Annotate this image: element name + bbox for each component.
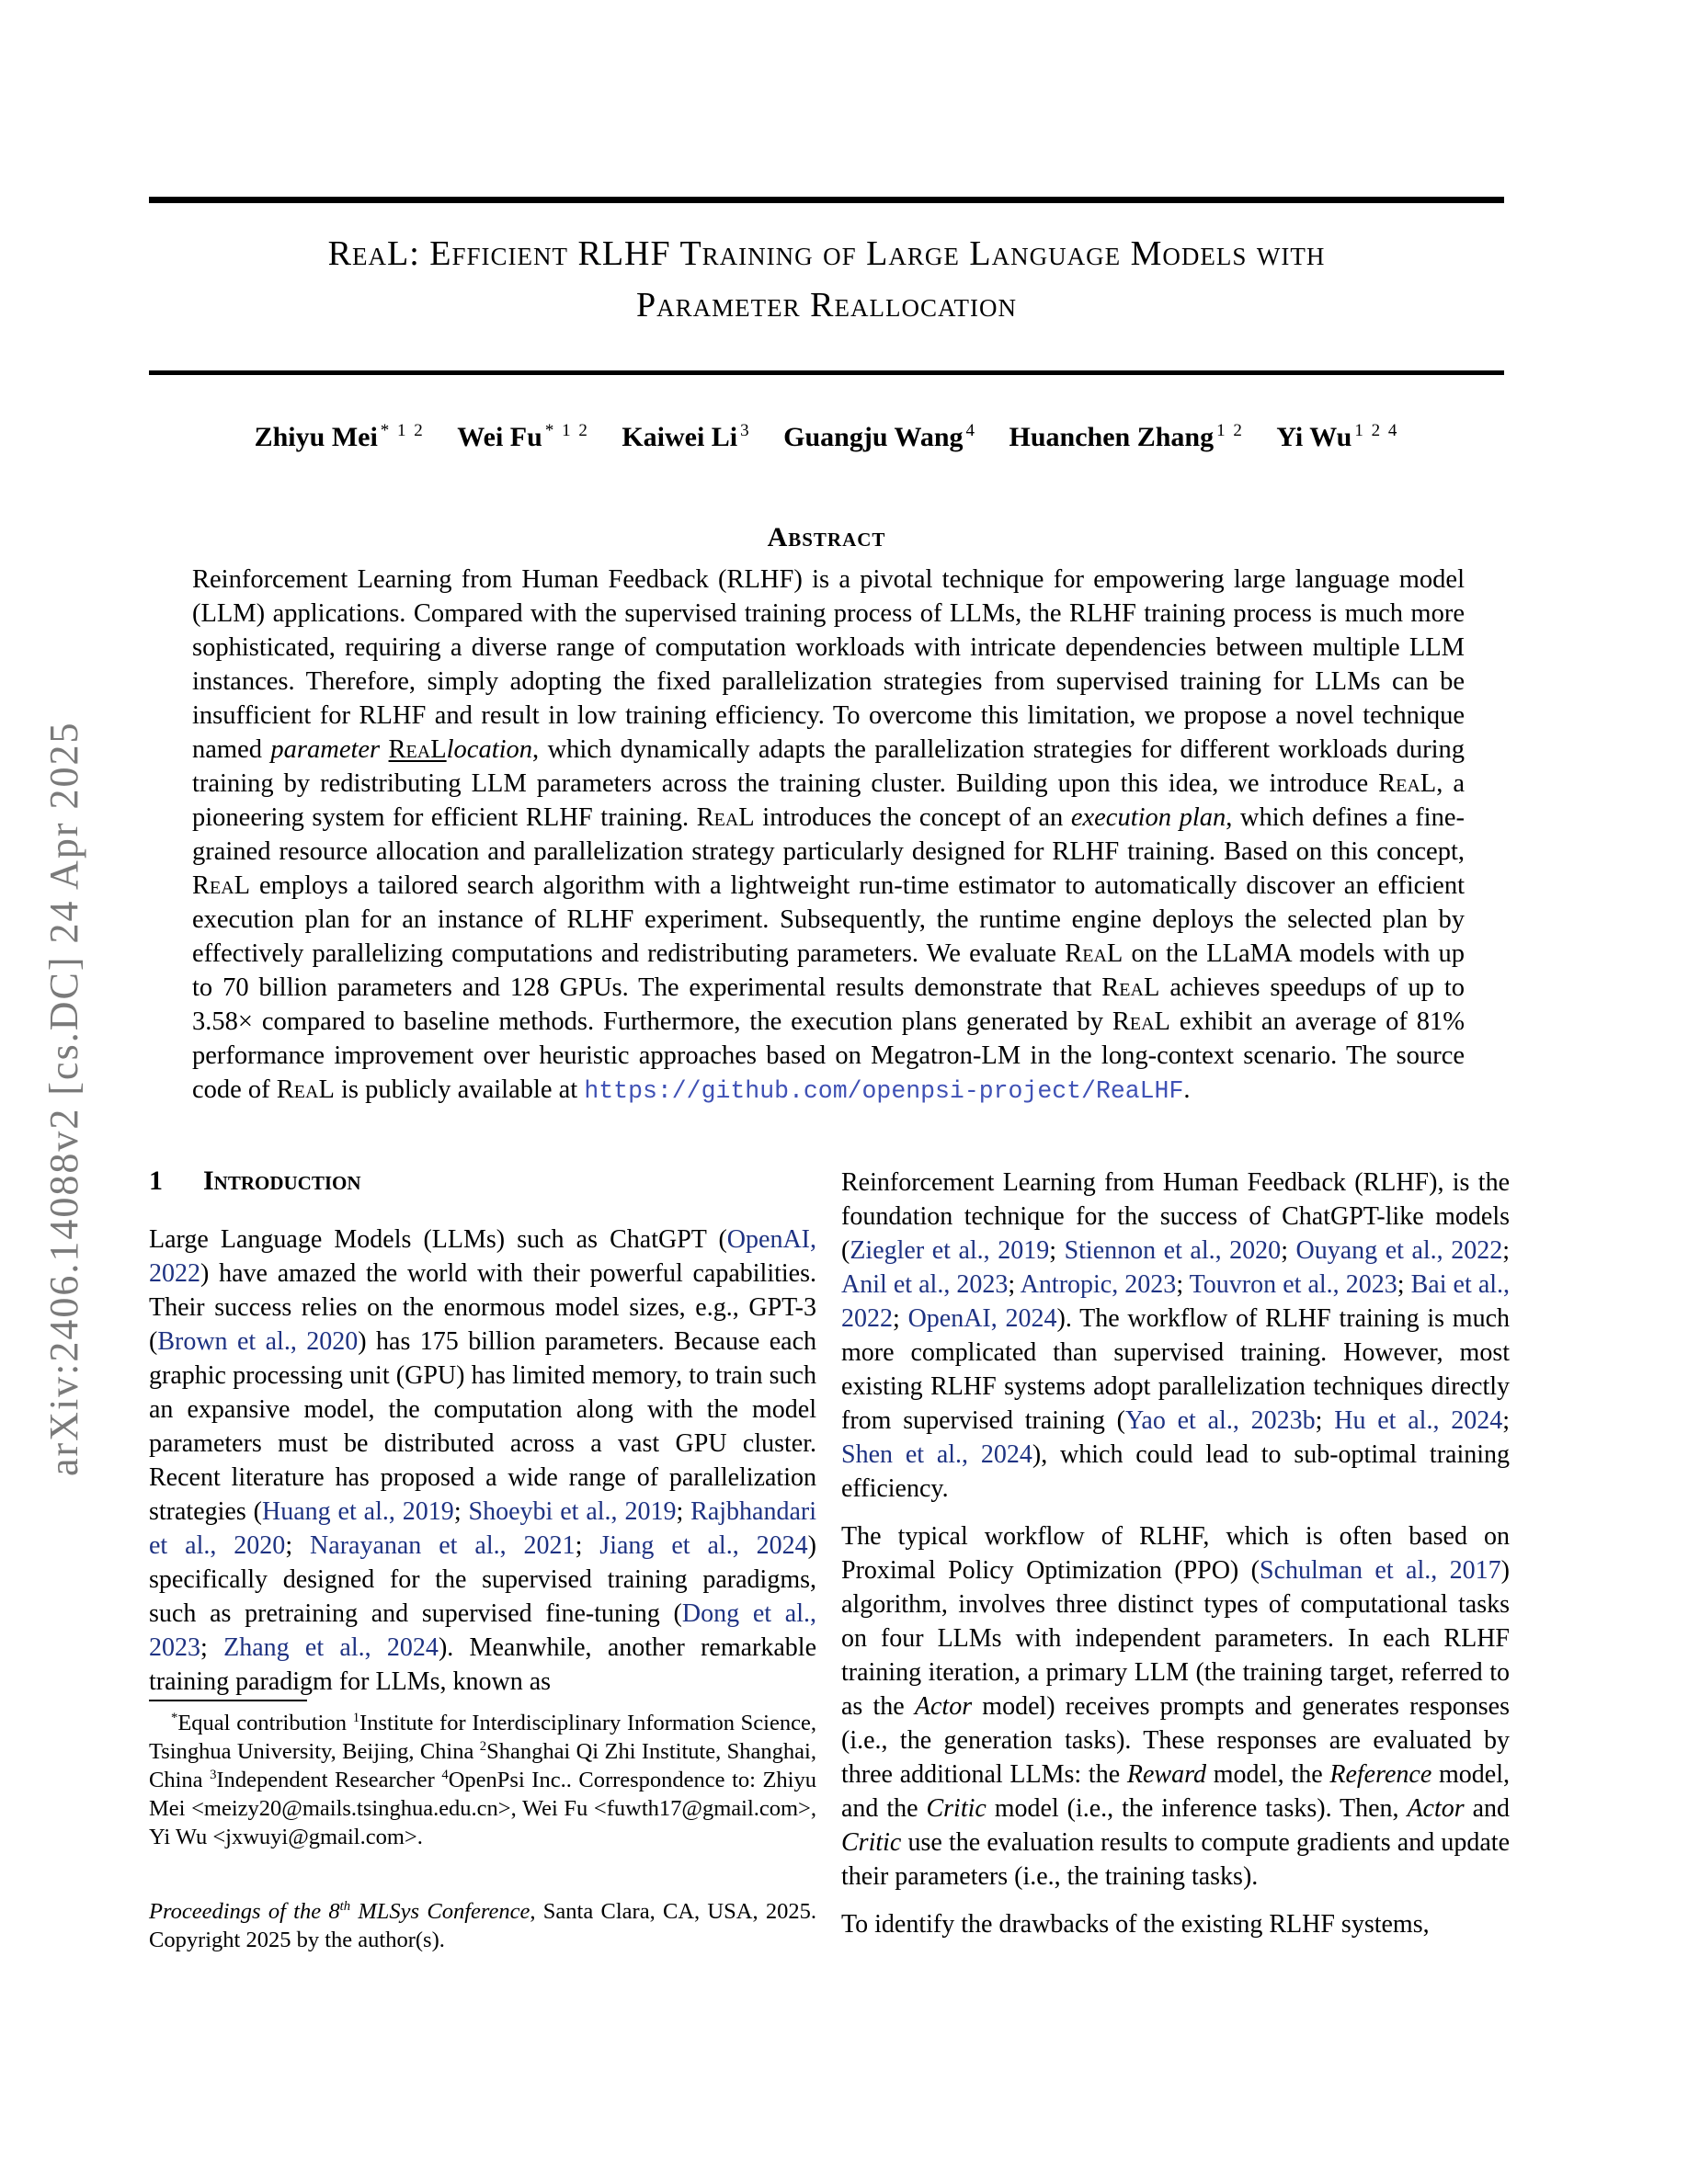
- author-guangju-wang: [783, 422, 976, 452]
- text-run: model (i.e., the inference tasks). Then,: [986, 1794, 1408, 1823]
- text-run: 2: [479, 1738, 487, 1754]
- proceedings-notice: [149, 1897, 816, 1954]
- author-name: Wei Fu: [457, 422, 542, 452]
- text-run: ;: [575, 1531, 600, 1560]
- text-run: 4: [441, 1767, 449, 1782]
- text-run: , which defines a fine-grained resource allocation and parallelization strategy particularly designed for RLHF training. Based on this concept,: [192, 803, 1465, 866]
- text-run: , which dynamically adapts the parallelization strategies for different workloads during training by redistributing LLM parameters across the training cluster. Building upon this idea, we introduce: [192, 735, 1466, 798]
- author-zhiyu-mei: [255, 422, 425, 452]
- text-run: Institute for Interdisciplinary Information Science, Tsinghua University, Beijing, China: [149, 1711, 816, 1764]
- text-run: use the evaluation results to compute gradients and update their parameters (i.e., the training tasks).: [841, 1828, 1510, 1891]
- author-kaiwei-li: [622, 422, 750, 452]
- text-run: The typical workflow of RLHF, which is often based on Proximal Policy Optimization (PPO) (: [841, 1522, 1510, 1585]
- text-run: To identify the drawbacks of the existing RLHF systems,: [841, 1910, 1430, 1939]
- text-run: ;: [1502, 1406, 1511, 1435]
- text-run: Large Language Models (LLMs) such as ChatGPT (: [149, 1225, 727, 1254]
- citation-link[interactable]: Touvron et al., 2023: [1189, 1270, 1397, 1299]
- text-run: ;: [1008, 1270, 1021, 1299]
- text-run: ;: [200, 1633, 224, 1662]
- paper-title-line-1: ReaL: Efficient RLHF Training of Large Language Models with: [327, 234, 1326, 273]
- text-run: model) receives prompts and generates responses (i.e., the generation tasks). These responses are evaluated by three additional LLMs: the: [841, 1692, 1510, 1789]
- author-affiliation-marks: 1 2 4: [1354, 421, 1399, 440]
- text-run: Reward: [1126, 1760, 1206, 1789]
- citation-link[interactable]: Jiang et al., 2024: [599, 1531, 808, 1560]
- text-run: Critic: [926, 1794, 987, 1823]
- citation-link[interactable]: Brown et al., 2020: [157, 1327, 359, 1356]
- text-run: OpenPsi Inc.. Correspondence to: Zhiyu Mei <meizy20@mails.tsinghua.edu.cn>, Wei Fu <fuwth17@gmail.com>, Yi Wu <jxwuyi@gmail.com>.: [149, 1768, 816, 1849]
- citation-link[interactable]: OpenAI, 2024: [907, 1304, 1057, 1333]
- citation-link[interactable]: Schulman et al., 2017: [1260, 1556, 1501, 1585]
- text-run: Actor: [914, 1692, 973, 1721]
- paper-title-line-2: Parameter Reallocation: [636, 286, 1017, 324]
- arxiv-watermark: arXiv:2406.14088v2 [cs.DC] 24 Apr 2025: [41, 721, 86, 1477]
- text-run: *: [171, 1710, 178, 1725]
- citation-link[interactable]: Shen et al., 2024: [841, 1440, 1032, 1469]
- author-affiliation-marks: 1 2: [1216, 421, 1244, 440]
- citation-link[interactable]: Antropic, 2023: [1020, 1270, 1177, 1299]
- author-name: Yi Wu: [1276, 422, 1352, 452]
- section-heading-introduction: [149, 1166, 816, 1197]
- text-run: ;: [1397, 1270, 1411, 1299]
- text-run: execution plan: [1070, 803, 1226, 832]
- citation-link[interactable]: Anil et al., 2023: [841, 1270, 1009, 1299]
- abstract-heading: Abstract: [767, 522, 886, 552]
- author-affiliation-marks: 3: [740, 421, 751, 440]
- text-run: ;: [1502, 1236, 1510, 1265]
- citation-link[interactable]: Yao et al., 2023b: [1124, 1406, 1316, 1435]
- text-run: exhibit an average of 81% performance improvement over heuristic approaches based on Megatron-LM in the long-context scenario. The source code of: [192, 1007, 1466, 1104]
- text-run: ReaL: [1378, 769, 1437, 798]
- text-run: Critic: [841, 1828, 902, 1857]
- text-run: introduces the concept of an: [754, 803, 1071, 832]
- text-run: ;: [1315, 1406, 1335, 1435]
- text-run: location: [446, 735, 533, 764]
- right-column: [841, 1166, 1510, 1955]
- text-run: ) algorithm, involves three distinct types of computational tasks on four LLMs with independent parameters. In each RLHF training iteration, a primary LLM (the training target, referred to as the: [841, 1556, 1510, 1721]
- footnote: [149, 1709, 816, 1851]
- text-run: ;: [453, 1497, 469, 1526]
- intro-paragraph-1: [149, 1223, 816, 1699]
- citation-link[interactable]: Rajbhandari et al., 2020: [149, 1497, 817, 1560]
- text-run: and: [1464, 1794, 1510, 1823]
- text-run: ). The workflow of RLHF training is much more complicated than supervised training. However, most existing RLHF systems adopt parallelization techniques directly from supervised training (: [841, 1304, 1511, 1435]
- title-rule-top: [149, 197, 1504, 203]
- citation-link[interactable]: Bai et al., 2022: [841, 1270, 1511, 1333]
- text-run: model, the: [1205, 1760, 1330, 1789]
- text-run: ;: [893, 1304, 908, 1333]
- text-run: model, and the: [841, 1760, 1510, 1823]
- paper-title: [149, 228, 1504, 331]
- text-run: Shanghai Qi Zhi Institute, Shanghai, China: [149, 1739, 816, 1792]
- citation-link[interactable]: Zhang et al., 2024: [223, 1633, 439, 1662]
- text-run: , a pioneering system for efficient RLHF training.: [192, 769, 1465, 832]
- text-run: ;: [1281, 1236, 1296, 1265]
- author-huanchen-zhang: [1009, 422, 1244, 452]
- text-run: 1: [352, 1710, 360, 1725]
- text-run: ReaL: [1101, 973, 1160, 1002]
- citation-link[interactable]: Stiennon et al., 2020: [1064, 1236, 1282, 1265]
- text-run: ;: [676, 1497, 691, 1526]
- author-affiliation-marks: * 1 2: [380, 421, 425, 440]
- text-run: ReaL: [696, 803, 755, 832]
- text-run: [380, 735, 388, 764]
- abstract-text: [192, 563, 1465, 1109]
- text-run: Reinforcement Learning from Human Feedback (RLHF), is the foundation technique for the success of ChatGPT-like models (: [841, 1168, 1510, 1265]
- text-run: , Santa Clara, CA, USA, 2025. Copyright 2025 by the author(s).: [149, 1899, 816, 1952]
- text-run: Equal contribution: [177, 1711, 353, 1735]
- author-wei-fu: [457, 422, 589, 452]
- text-run: 3: [210, 1767, 217, 1782]
- citation-link[interactable]: Ziegler et al., 2019: [850, 1236, 1050, 1265]
- text-run: parameter: [270, 735, 381, 764]
- text-run: on the LLaMA models with up to 70 billion parameters and 128 GPUs. The experimental results demonstrate that: [192, 939, 1465, 1002]
- author-name: Zhiyu Mei: [254, 422, 378, 452]
- citation-link[interactable]: Shoeybi et al., 2019: [468, 1497, 677, 1526]
- text-run: Proceedings of the 8: [149, 1899, 340, 1924]
- section-number: 1: [149, 1166, 163, 1196]
- text-run: ReaL: [1112, 1007, 1170, 1036]
- author-affiliation-marks: * 1 2: [544, 421, 589, 440]
- footnote-rule: [149, 1700, 307, 1701]
- text-run: ), which could lead to sub-optimal training efficiency.: [841, 1440, 1510, 1503]
- text-run: ;: [1049, 1236, 1065, 1265]
- citation-link[interactable]: Dong et al., 2023: [149, 1599, 816, 1662]
- text-run: .: [1183, 1075, 1191, 1104]
- text-run: Reference: [1329, 1760, 1432, 1789]
- text-run: ReaL: [1065, 939, 1123, 968]
- author-affiliation-marks: 4: [965, 421, 977, 440]
- author-name: Kaiwei Li: [622, 422, 738, 452]
- text-run: th: [339, 1898, 351, 1914]
- author-yi-wu: [1276, 422, 1398, 452]
- citation-link[interactable]: Ouyang et al., 2022: [1295, 1236, 1503, 1265]
- citation-link[interactable]: Narayanan et al., 2021: [310, 1531, 576, 1560]
- text-run: Actor: [1407, 1794, 1465, 1823]
- text-run: ;: [1176, 1270, 1190, 1299]
- author-list: [149, 421, 1504, 453]
- text-run: employs a tailored search algorithm with a lightweight run-time estimator to automatically discover an efficient execution plan for an instance of RLHF experiment. Subsequently, the runtime engine deploys the selected plan by effectively parallelizing computations and redistributing parameters. We evaluate: [192, 871, 1465, 968]
- text-run: ;: [285, 1531, 311, 1560]
- text-run: ReaL: [276, 1075, 335, 1104]
- intro-paragraph-4: [841, 1907, 1510, 1941]
- citation-link[interactable]: Hu et al., 2024: [1334, 1406, 1503, 1435]
- text-run: ReaL: [388, 735, 447, 764]
- text-run: MLSys Conference: [350, 1899, 530, 1924]
- text-run: is publicly available at: [334, 1075, 585, 1104]
- text-run: ReaL: [192, 871, 251, 900]
- text-run: ) specifically designed for the supervised training paradigms, such as pretraining and supervised fine-tuning (: [149, 1531, 816, 1628]
- text-run: Independent Researcher: [216, 1768, 442, 1792]
- text-run: ) has 175 billion parameters. Because each graphic processing unit (GPU) has limited memory, to train such an expansive model, the computation along with the model parameters must be distributed across a vast GPU cluster. Recent literature has proposed a wide range of parallelization strategies (: [149, 1327, 816, 1526]
- source-code-url-link[interactable]: https://github.com/openpsi-project/ReaLHF: [584, 1077, 1184, 1105]
- text-run: Reinforcement Learning from Human Feedback (RLHF) is a pivotal technique for empowering large language model (LLM) applications. Compared with the supervised training process of LLMs, the RLHF training process is much more sophisticated, requiring a diverse range of computation workloads with intricate dependencies between multiple LLM instances. Therefore, simply adopting the fixed parallelization strategies from supervised training for LLMs can be insufficient for RLHF and result in low training efficiency. To overcome this limitation, we propose a novel technique named: [192, 565, 1465, 764]
- intro-paragraph-2: [841, 1166, 1510, 1506]
- author-name: Guangju Wang: [783, 422, 964, 452]
- section-title: Introduction: [203, 1166, 361, 1196]
- intro-paragraph-3: [841, 1519, 1510, 1894]
- author-name: Huanchen Zhang: [1009, 422, 1215, 452]
- text-run: achieves speedups of up to 3.58× compared to baseline methods. Furthermore, the execution plans generated by: [192, 973, 1466, 1036]
- citation-link[interactable]: Huang et al., 2019: [261, 1497, 454, 1526]
- text-run: ). Meanwhile, another remarkable training paradigm for LLMs, known as: [149, 1633, 816, 1696]
- title-rule-bottom: [149, 370, 1504, 375]
- citation-link[interactable]: OpenAI, 2022: [149, 1225, 816, 1288]
- text-run: ) have amazed the world with their powerful capabilities. Their success relies on the enormous model sizes, e.g., GPT-3 (: [149, 1259, 816, 1356]
